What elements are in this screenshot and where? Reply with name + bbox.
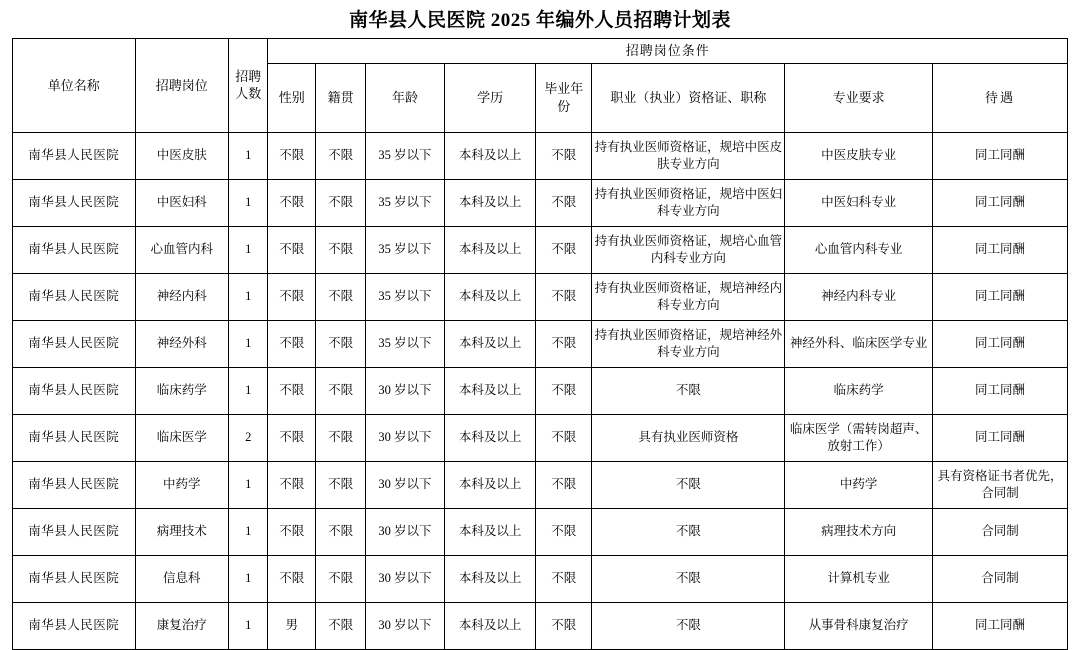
cell-major: 中医妇科专业 (785, 179, 932, 226)
cell-grad-year: 不限 (536, 461, 592, 508)
cell-number: 1 (228, 508, 267, 555)
cell-number: 1 (228, 602, 267, 649)
cell-grad-year: 不限 (536, 367, 592, 414)
cell-post: 康复治疗 (135, 602, 228, 649)
cell-post: 中医皮肤 (135, 132, 228, 179)
cell-age: 35 岁以下 (366, 320, 445, 367)
header-post: 招聘岗位 (135, 39, 228, 133)
cell-number: 1 (228, 179, 267, 226)
cell-grad-year: 不限 (536, 226, 592, 273)
cell-grad-year: 不限 (536, 508, 592, 555)
cell-age: 35 岁以下 (366, 226, 445, 273)
cell-treatment: 具有资格证书者优先，合同制 (932, 461, 1067, 508)
cell-major: 从事骨科康复治疗 (785, 602, 932, 649)
cell-sex: 不限 (268, 367, 316, 414)
cell-grad-year: 不限 (536, 602, 592, 649)
cell-major: 临床药学 (785, 367, 932, 414)
table-row (13, 461, 1068, 508)
cell-grad-year: 不限 (536, 414, 592, 461)
cell-education: 本科及以上 (444, 320, 535, 367)
cell-post: 病理技术 (135, 508, 228, 555)
cell-post: 临床药学 (135, 367, 228, 414)
cell-education: 本科及以上 (444, 179, 535, 226)
table-header-group-row (13, 39, 1068, 64)
cell-treatment: 同工同酬 (932, 320, 1067, 367)
header-sex: 性别 (268, 63, 316, 132)
table-row (13, 367, 1068, 414)
header-conditions-group: 招聘岗位条件 (268, 39, 1068, 64)
cell-major: 中药学 (785, 461, 932, 508)
cell-certificate: 持有执业医师资格证，规培中医妇科专业方向 (592, 179, 785, 226)
cell-hukou: 不限 (316, 273, 366, 320)
cell-certificate: 不限 (592, 555, 785, 602)
table-row (13, 414, 1068, 461)
cell-number: 1 (228, 367, 267, 414)
cell-hukou: 不限 (316, 132, 366, 179)
cell-age: 35 岁以下 (366, 132, 445, 179)
cell-sex: 不限 (268, 461, 316, 508)
cell-treatment: 同工同酬 (932, 367, 1067, 414)
cell-post: 临床医学 (135, 414, 228, 461)
cell-sex: 不限 (268, 273, 316, 320)
cell-age: 35 岁以下 (366, 273, 445, 320)
cell-education: 本科及以上 (444, 132, 535, 179)
header-treatment: 待遇 (932, 63, 1067, 132)
cell-age: 30 岁以下 (366, 367, 445, 414)
recruitment-plan-table (12, 38, 1068, 650)
cell-major: 心血管内科专业 (785, 226, 932, 273)
header-hukou: 籍贯 (316, 63, 366, 132)
header-grad-year: 毕业年份 (536, 63, 592, 132)
cell-grad-year: 不限 (536, 320, 592, 367)
cell-unit: 南华县人民医院 (13, 226, 136, 273)
table-row (13, 132, 1068, 179)
header-major: 专业要求 (785, 63, 932, 132)
cell-unit: 南华县人民医院 (13, 508, 136, 555)
cell-treatment: 同工同酬 (932, 273, 1067, 320)
cell-grad-year: 不限 (536, 555, 592, 602)
cell-post: 信息科 (135, 555, 228, 602)
cell-treatment: 同工同酬 (932, 179, 1067, 226)
cell-sex: 不限 (268, 179, 316, 226)
header-education: 学历 (444, 63, 535, 132)
cell-treatment: 同工同酬 (932, 414, 1067, 461)
cell-sex: 不限 (268, 508, 316, 555)
cell-post: 中医妇科 (135, 179, 228, 226)
cell-sex: 男 (268, 602, 316, 649)
cell-sex: 不限 (268, 226, 316, 273)
cell-certificate: 不限 (592, 602, 785, 649)
cell-hukou: 不限 (316, 367, 366, 414)
cell-hukou: 不限 (316, 179, 366, 226)
cell-hukou: 不限 (316, 508, 366, 555)
cell-major: 神经内科专业 (785, 273, 932, 320)
table-row (13, 602, 1068, 649)
table-row (13, 179, 1068, 226)
header-age: 年龄 (366, 63, 445, 132)
cell-certificate: 具有执业医师资格 (592, 414, 785, 461)
cell-education: 本科及以上 (444, 367, 535, 414)
cell-hukou: 不限 (316, 226, 366, 273)
cell-treatment: 同工同酬 (932, 226, 1067, 273)
cell-hukou: 不限 (316, 555, 366, 602)
cell-education: 本科及以上 (444, 461, 535, 508)
cell-treatment: 同工同酬 (932, 602, 1067, 649)
cell-certificate: 持有执业医师资格证，规培心血管内科专业方向 (592, 226, 785, 273)
cell-major: 计算机专业 (785, 555, 932, 602)
cell-number: 1 (228, 555, 267, 602)
cell-sex: 不限 (268, 132, 316, 179)
cell-post: 神经外科 (135, 320, 228, 367)
cell-sex: 不限 (268, 320, 316, 367)
cell-certificate: 持有执业医师资格证，规培中医皮肤专业方向 (592, 132, 785, 179)
header-number: 招聘人数 (228, 39, 267, 133)
cell-certificate: 不限 (592, 367, 785, 414)
header-unit: 单位名称 (13, 39, 136, 133)
cell-unit: 南华县人民医院 (13, 273, 136, 320)
cell-age: 30 岁以下 (366, 461, 445, 508)
cell-unit: 南华县人民医院 (13, 555, 136, 602)
cell-sex: 不限 (268, 555, 316, 602)
cell-education: 本科及以上 (444, 602, 535, 649)
cell-age: 30 岁以下 (366, 555, 445, 602)
cell-post: 神经内科 (135, 273, 228, 320)
cell-number: 2 (228, 414, 267, 461)
cell-education: 本科及以上 (444, 414, 535, 461)
cell-unit: 南华县人民医院 (13, 179, 136, 226)
table-row (13, 273, 1068, 320)
cell-post: 中药学 (135, 461, 228, 508)
table-row (13, 226, 1068, 273)
cell-grad-year: 不限 (536, 132, 592, 179)
cell-certificate: 持有执业医师资格证，规培神经外科专业方向 (592, 320, 785, 367)
cell-unit: 南华县人民医院 (13, 414, 136, 461)
cell-education: 本科及以上 (444, 226, 535, 273)
cell-number: 1 (228, 461, 267, 508)
cell-certificate: 持有执业医师资格证，规培神经内科专业方向 (592, 273, 785, 320)
cell-grad-year: 不限 (536, 273, 592, 320)
cell-unit: 南华县人民医院 (13, 461, 136, 508)
cell-major: 病理技术方向 (785, 508, 932, 555)
cell-age: 30 岁以下 (366, 414, 445, 461)
cell-treatment: 合同制 (932, 508, 1067, 555)
cell-unit: 南华县人民医院 (13, 132, 136, 179)
table-body (13, 132, 1068, 649)
table-row (13, 555, 1068, 602)
cell-certificate: 不限 (592, 461, 785, 508)
cell-age: 35 岁以下 (366, 179, 445, 226)
table-header (13, 39, 1068, 133)
page-title: 南华县人民医院 2025 年编外人员招聘计划表 (348, 10, 731, 31)
cell-hukou: 不限 (316, 320, 366, 367)
table-row (13, 508, 1068, 555)
cell-major: 中医皮肤专业 (785, 132, 932, 179)
cell-hukou: 不限 (316, 461, 366, 508)
header-certificate: 职业（执业）资格证、职称 (592, 63, 785, 132)
cell-hukou: 不限 (316, 602, 366, 649)
cell-unit: 南华县人民医院 (13, 367, 136, 414)
cell-education: 本科及以上 (444, 273, 535, 320)
cell-treatment: 同工同酬 (932, 132, 1067, 179)
cell-post: 心血管内科 (135, 226, 228, 273)
cell-treatment: 合同制 (932, 555, 1067, 602)
cell-number: 1 (228, 226, 267, 273)
cell-number: 1 (228, 132, 267, 179)
cell-number: 1 (228, 320, 267, 367)
cell-age: 30 岁以下 (366, 508, 445, 555)
cell-education: 本科及以上 (444, 508, 535, 555)
cell-unit: 南华县人民医院 (13, 602, 136, 649)
cell-education: 本科及以上 (444, 555, 535, 602)
cell-sex: 不限 (268, 414, 316, 461)
table-row (13, 320, 1068, 367)
cell-major: 临床医学（需转岗超声、放射工作） (785, 414, 932, 461)
cell-major: 神经外科、临床医学专业 (785, 320, 932, 367)
cell-certificate: 不限 (592, 508, 785, 555)
cell-hukou: 不限 (316, 414, 366, 461)
cell-age: 30 岁以下 (366, 602, 445, 649)
cell-unit: 南华县人民医院 (13, 320, 136, 367)
cell-number: 1 (228, 273, 267, 320)
cell-grad-year: 不限 (536, 179, 592, 226)
